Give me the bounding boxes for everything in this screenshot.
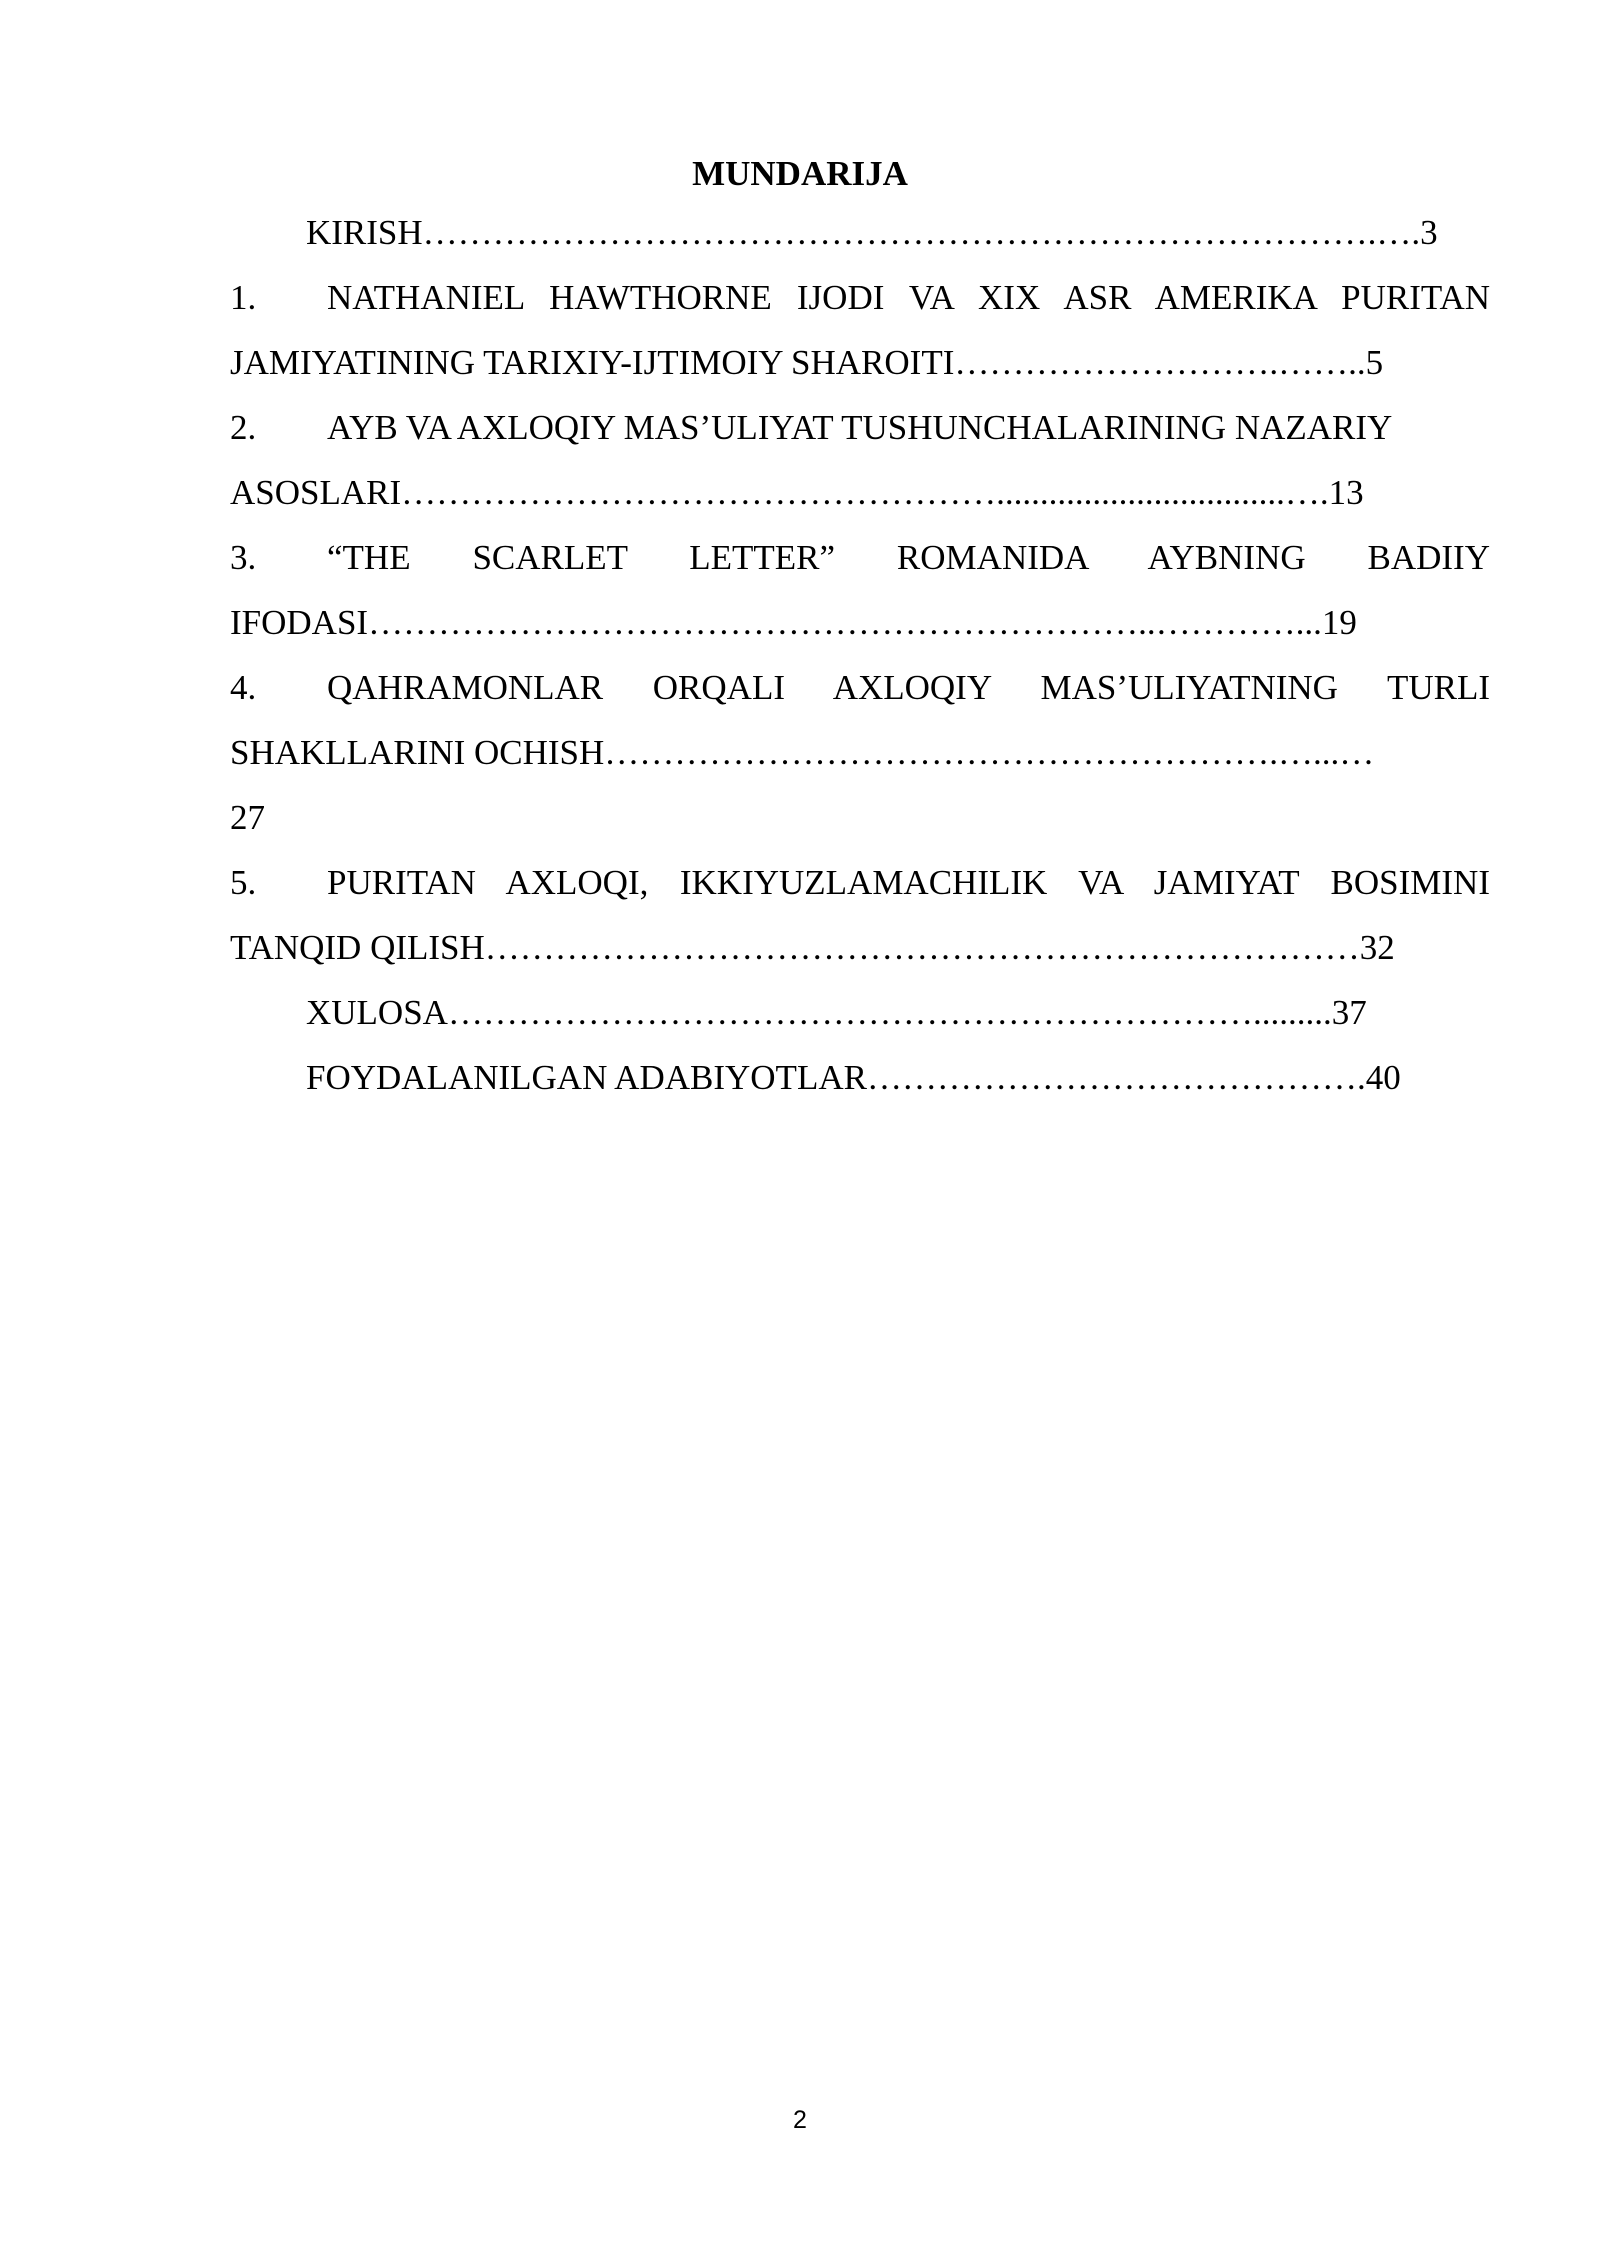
toc-chapter-number: 4. xyxy=(230,668,257,707)
toc-entry-chapter-5 xyxy=(230,850,1490,915)
toc-entry-chapter-4-continued: SHAKLLARINI OCHISH………………………………………………….…...… xyxy=(230,733,1375,772)
toc-chapter-title: PURITAN AXLOQI, IKKIYUZLAMACHILIK VA JAMIYAT BOSIMINI xyxy=(327,863,1490,902)
toc-entry-chapter-5-continued: TANQID QILISH…………………………………………………………………32 xyxy=(230,928,1395,967)
toc-chapter-number: 3. xyxy=(230,538,257,577)
toc-entry-chapter-4 xyxy=(230,655,1490,720)
toc-entry-conclusion: XULOSA…………………………………………………………….........37 xyxy=(306,993,1367,1032)
toc-chapter-title: AYB VA AXLOQIY MAS’ULIYAT TUSHUNCHALARINING NAZARIY xyxy=(327,408,1393,447)
toc-entry-chapter-2-continued: ASOSLARI…………………………………………….................................….13 xyxy=(230,473,1364,512)
toc-chapter-title: “THE SCARLET LETTER” ROMANIDA AYBNING BADIIY xyxy=(327,538,1490,577)
toc-entry-chapter-1 xyxy=(230,265,1490,330)
toc-chapter-number: 5. xyxy=(230,863,257,902)
toc-entry-references: FOYDALANILGAN ADABIYOTLAR…………………………………….40 xyxy=(306,1058,1401,1097)
toc-chapter-number: 2. xyxy=(230,408,257,447)
page-number: 2 xyxy=(793,2106,807,2134)
toc-chapter-title: NATHANIEL HAWTHORNE IJODI VA XIX ASR AMERIKA PURITAN xyxy=(327,278,1490,317)
toc-entry-intro: KIRISH……………………………………………………………………….….3 xyxy=(306,213,1438,252)
toc-entry-chapter-3-continued: IFODASI…………………………………………………………..…………...19 xyxy=(230,603,1357,642)
table-of-contents xyxy=(230,200,1490,1110)
toc-entry-chapter-3 xyxy=(230,525,1490,590)
toc-chapter-number: 1. xyxy=(230,278,257,317)
toc-chapter-title: QAHRAMONLAR ORQALI AXLOQIY MAS’ULIYATNING TURLI xyxy=(327,668,1490,707)
page-title: MUNDARIJA xyxy=(692,154,908,193)
toc-entry-chapter-4-page: 27 xyxy=(230,798,265,837)
toc-entry-chapter-2 xyxy=(230,395,1490,460)
toc-entry-chapter-1-continued: JAMIYATINING TARIXIY-IJTIMOIY SHAROITI……………………….……..5 xyxy=(230,343,1384,382)
